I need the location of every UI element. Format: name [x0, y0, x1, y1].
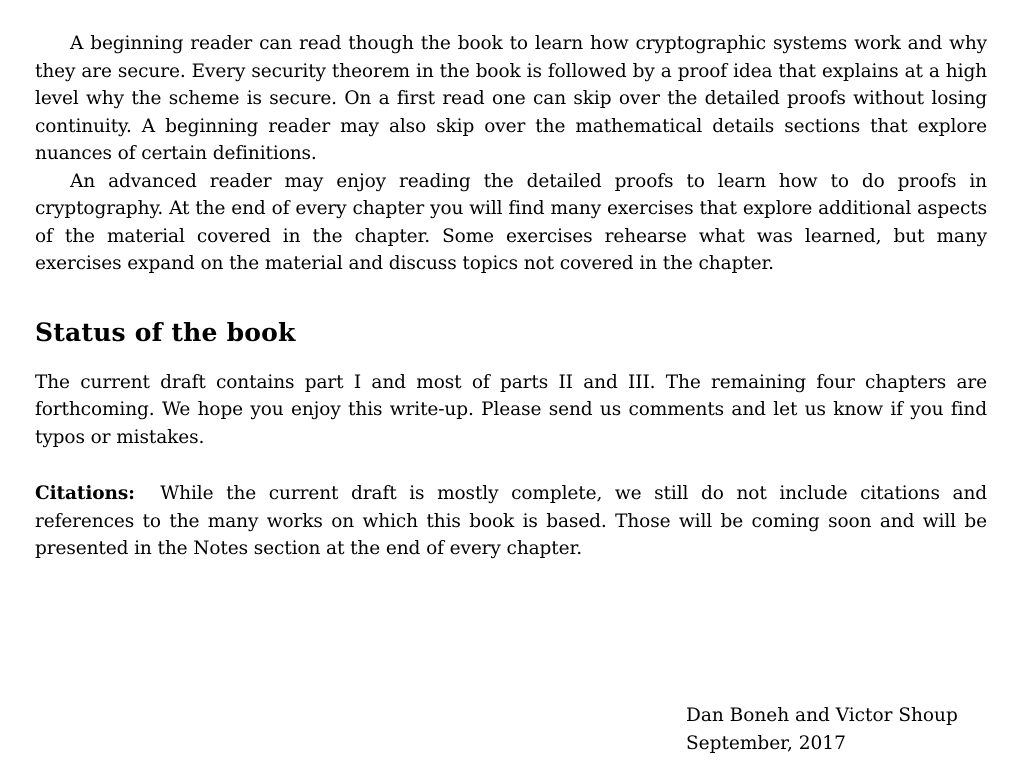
intro-paragraph-advanced-reader: An advanced reader may enjoy reading the detailed proofs to learn how to do proofs in cryptography. At the end of every chapter you will find many exercises that explore additional aspects of the material covered in the chapter. Some exercises rehearse what was learned, but many exercises expand on the material and discuss topics not covered in the chapter.: [35, 170, 987, 274]
document-page: [35, 30, 987, 563]
citations-paragraph: [35, 480, 987, 563]
status-paragraph: The current draft contains part I and most of parts II and III. The remaining four chapters are forthcoming. We hope you enjoy this write-up. Please send us comments and let us know if you find typos or mistakes.: [35, 371, 987, 448]
signature-block: [686, 702, 958, 758]
section-heading-status: Status of the book: [35, 317, 296, 347]
citations-text: While the current draft is mostly complete, we still do not include citations and references to the many works on which this book is based. Those will be coming soon and will be presented in the Notes section at the end of every chapter.: [35, 483, 987, 559]
intro-paragraph-beginning-reader: A beginning reader can read though the book to learn how cryptographic systems work and why they are secure. Every security theorem in the book is followed by a proof idea that explains at a high level why the scheme is secure. On a first read one can skip over the detailed proofs without losing continuity. A beginning reader may also skip over the mathematical details sections that explore nuances of certain definitions.: [35, 33, 987, 164]
signature-authors: Dan Boneh and Victor Shoup: [686, 705, 958, 726]
citations-label: Citations:: [35, 483, 135, 504]
signature-date: September, 2017: [686, 733, 846, 754]
